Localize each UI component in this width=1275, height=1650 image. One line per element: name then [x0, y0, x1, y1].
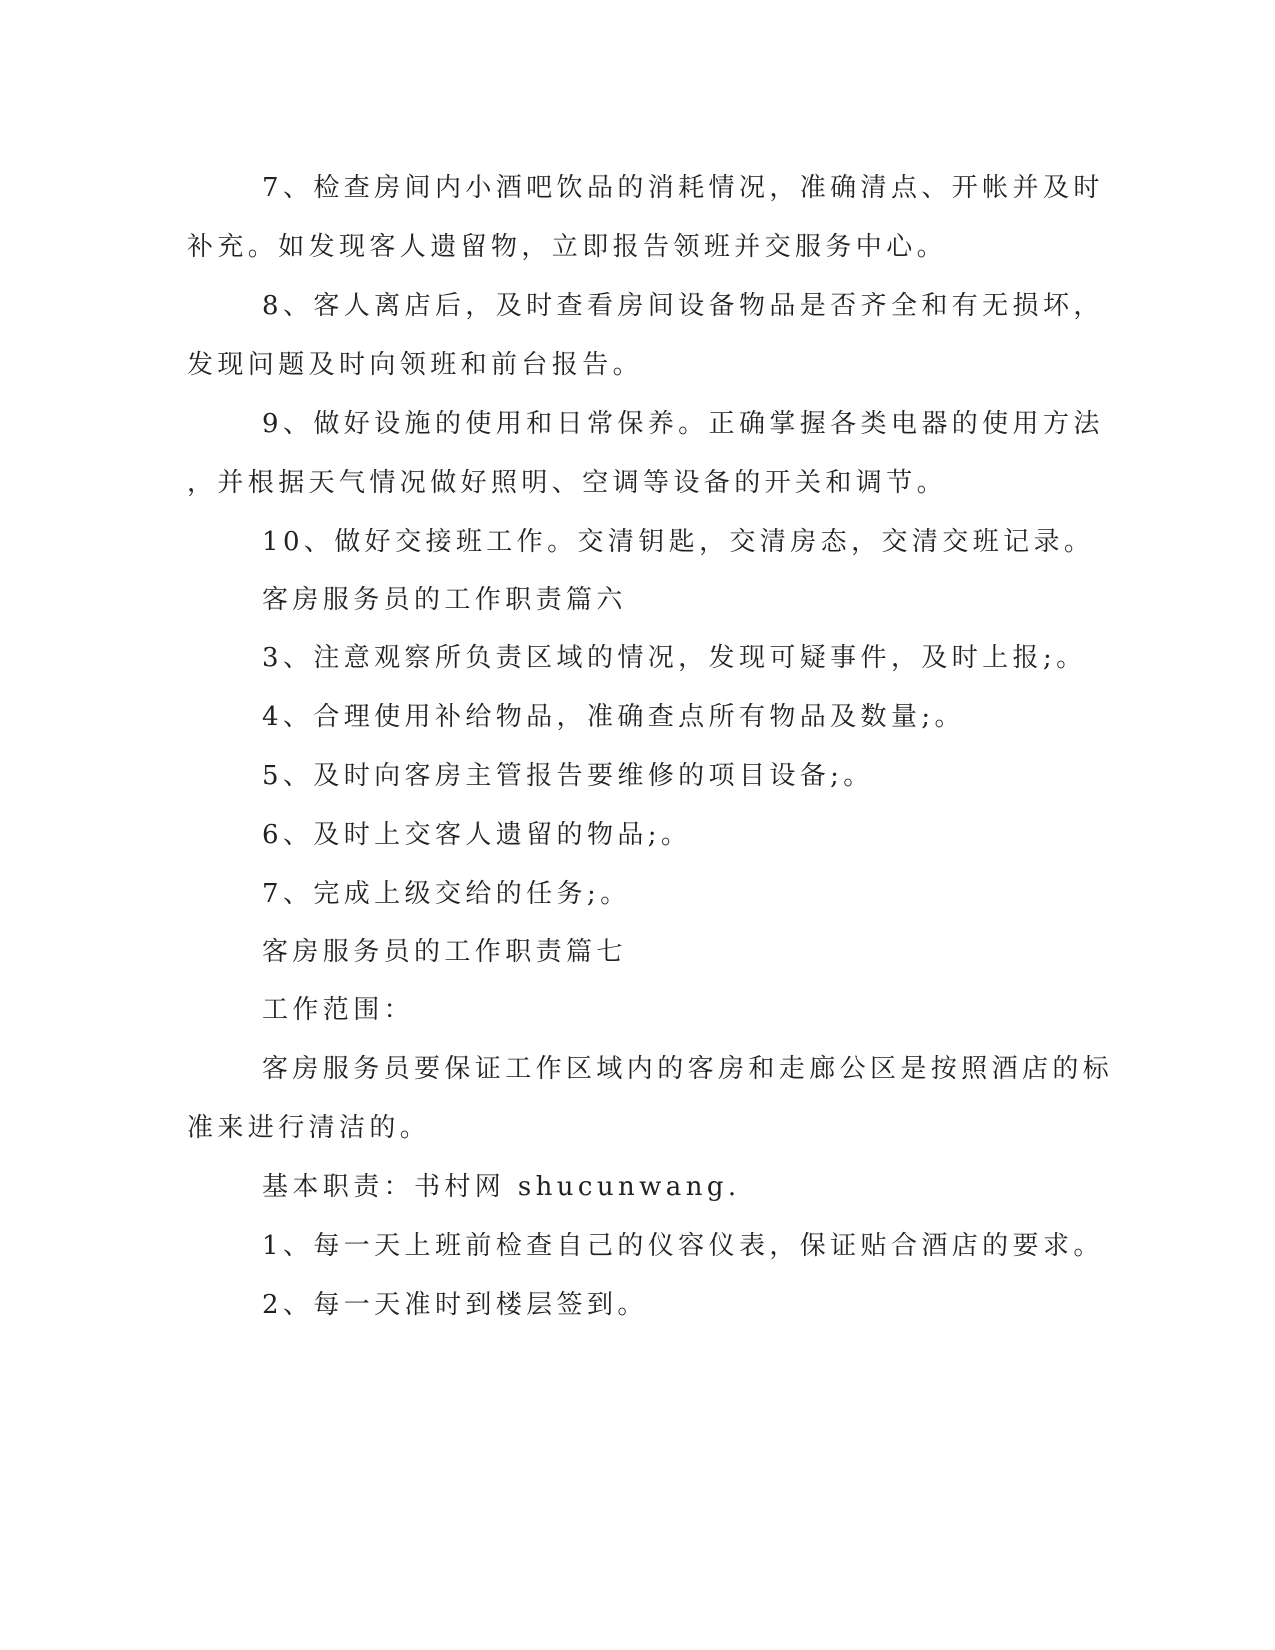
paragraph-item-10: 10、做好交接班工作。交清钥匙，交清房态，交清交班记录。	[262, 527, 1095, 557]
list-item-4: 4、合理使用补给物品，准确查点所有物品及数量;。	[262, 702, 965, 732]
list-item-3: 3、注意观察所负责区域的情况，发现可疑事件，及时上报;。	[262, 643, 1087, 673]
section-heading-part-6: 客房服务员的工作职责篇六	[262, 585, 627, 615]
paragraph-item-9-line-2: ，并根据天气情况做好照明、空调等设备的开关和调节。	[187, 468, 948, 498]
list-item-6: 6、及时上交客人遗留的物品;。	[262, 820, 692, 850]
paragraph-item-7-line-1: 7、检查房间内小酒吧饮品的消耗情况，准确清点、开帐并及时	[262, 173, 1104, 203]
work-scope-heading: 工作范围：	[262, 995, 415, 1025]
paragraph-item-8-line-2: 发现问题及时向领班和前台报告。	[187, 350, 644, 380]
paragraph-item-8-line-1: 8、客人离店后，及时查看房间设备物品是否齐全和有无损坏，	[262, 291, 1104, 321]
work-scope-paragraph-line-2: 准来进行清洁的。	[187, 1113, 431, 1143]
list-item-7: 7、完成上级交给的任务;。	[262, 879, 631, 909]
paragraph-item-9-line-1: 9、做好设施的使用和日常保养。正确掌握各类电器的使用方法	[262, 409, 1104, 439]
basic-duties-heading: 基本职责：书村网 shucunwang.	[262, 1172, 741, 1202]
list-item-5: 5、及时向客房主管报告要维修的项目设备;。	[262, 761, 874, 791]
duty-item-2: 2、每一天准时到楼层签到。	[262, 1290, 648, 1320]
work-scope-paragraph-line-1: 客房服务员要保证工作区域内的客房和走廊公区是按照酒店的标	[262, 1054, 1114, 1084]
paragraph-item-7-line-2: 补充。如发现客人遗留物，立即报告领班并交服务中心。	[187, 232, 948, 262]
section-heading-part-7: 客房服务员的工作职责篇七	[262, 937, 627, 967]
duty-item-1: 1、每一天上班前检查自己的仪容仪表，保证贴合酒店的要求。	[262, 1231, 1104, 1261]
